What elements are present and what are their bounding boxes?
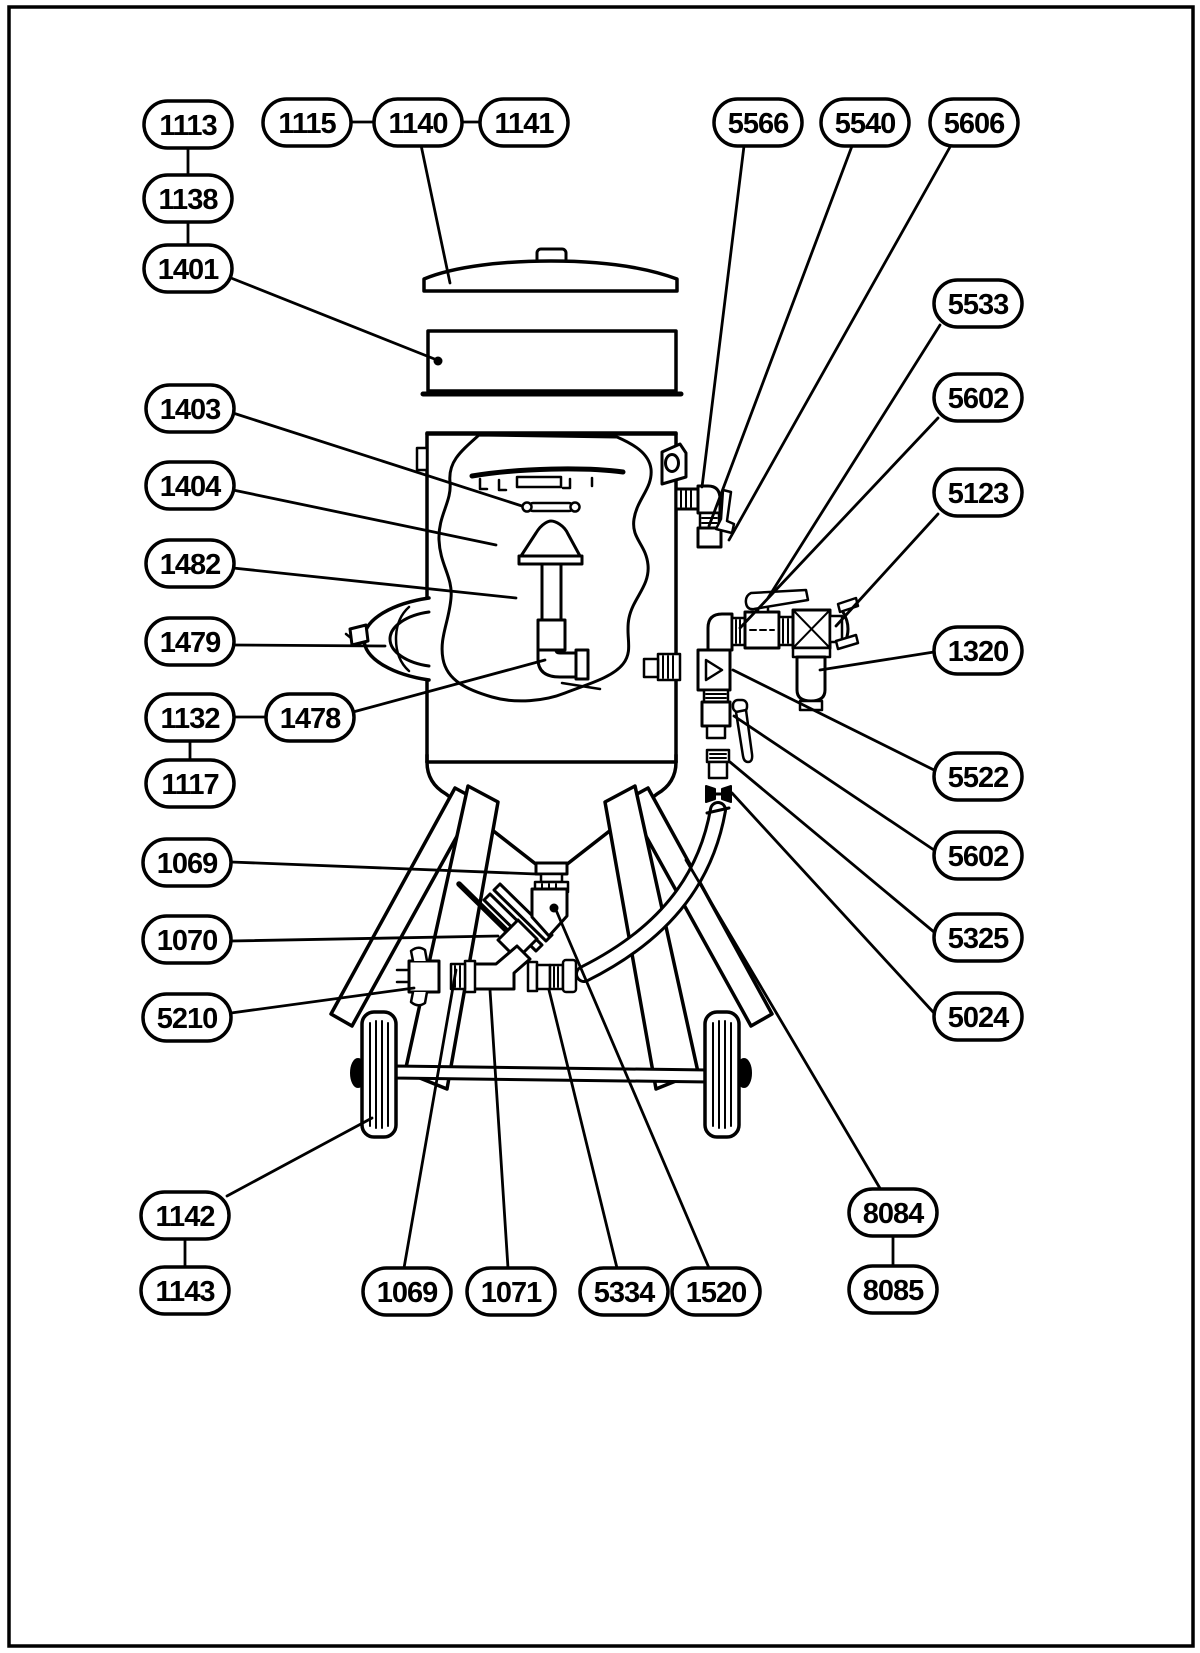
leader-5123	[836, 514, 938, 626]
callout-1069b	[363, 1268, 451, 1315]
callout-label: 5024	[947, 1002, 1009, 1034]
hose-nipple	[709, 762, 727, 778]
callout-5540	[821, 99, 909, 146]
callout-label: 1132	[160, 703, 220, 735]
retaining-pin	[523, 503, 580, 512]
callout-1071	[467, 1268, 555, 1315]
callout-label: 5533	[947, 289, 1009, 321]
leader-5533	[768, 325, 940, 598]
left-wheel	[351, 1012, 396, 1137]
callout-label: 8085	[862, 1275, 924, 1307]
filter-bowl	[797, 657, 825, 701]
callout-label: 1070	[156, 925, 218, 957]
callout-label: 1404	[159, 471, 221, 503]
callout-8085	[849, 1266, 937, 1313]
callout-label: 5210	[156, 1003, 218, 1035]
callout-1404	[146, 462, 234, 509]
callout-label: 5540	[834, 108, 896, 140]
callout-5210	[143, 994, 231, 1041]
callout-1069a	[143, 839, 231, 886]
leader-1401	[231, 278, 437, 360]
callout-1141	[480, 99, 568, 146]
callout-1320	[934, 627, 1022, 674]
callout-label: 1320	[947, 636, 1009, 668]
callout-label: 1142	[155, 1201, 215, 1233]
callout-label: 1141	[494, 108, 554, 140]
choke-valve	[702, 702, 730, 726]
leader-5540	[709, 146, 852, 526]
callout-5602a	[934, 374, 1022, 421]
right-wheel	[705, 1012, 751, 1137]
callout-label: 5325	[947, 923, 1009, 955]
callout-label: 5566	[727, 108, 789, 140]
callout-label: 1113	[159, 110, 217, 142]
callout-8084	[849, 1189, 937, 1236]
leader-1071	[490, 990, 508, 1268]
leader-5024	[732, 793, 934, 1013]
leader-5606	[729, 147, 950, 540]
callout-1403	[146, 385, 234, 432]
callout-1138	[144, 175, 232, 222]
callout-label: 1069	[376, 1277, 438, 1309]
callout-1113	[144, 101, 232, 148]
callout-5566	[714, 99, 802, 146]
ball-valve-lever	[746, 590, 808, 609]
callout-label: 5123	[947, 478, 1009, 510]
pipe-elbow	[538, 650, 578, 677]
callout-label: 5606	[943, 108, 1005, 140]
gasket-plate	[423, 331, 681, 394]
callout-1132	[146, 694, 234, 741]
callout-label: 1071	[480, 1277, 542, 1309]
callout-label: 1520	[685, 1277, 747, 1309]
leader-5522	[733, 670, 934, 770]
callout-label: 1479	[159, 627, 221, 659]
leader-5602a	[740, 418, 938, 628]
callout-label: 1140	[388, 108, 448, 140]
callout-5024	[934, 993, 1022, 1040]
callout-label: 1143	[155, 1276, 215, 1308]
hose-coupling-group	[528, 960, 576, 992]
callout-1478	[266, 694, 354, 741]
callout-label: 5334	[593, 1277, 655, 1309]
leader-5566	[702, 146, 744, 487]
callout-5123	[934, 469, 1022, 516]
leader-1140	[421, 145, 450, 283]
leader-5325	[730, 762, 934, 932]
callout-1479	[146, 618, 234, 665]
cone-coupling	[536, 863, 567, 874]
callout-label: 1117	[161, 769, 219, 801]
callout-5602b	[934, 832, 1022, 879]
top-elbow-assembly	[676, 486, 734, 547]
callout-1070	[143, 916, 231, 963]
callout-1401	[144, 245, 232, 292]
callout-5522	[934, 753, 1022, 800]
leader-1069a	[231, 862, 536, 874]
leader-1320	[820, 652, 934, 670]
callout-label: 1069	[156, 848, 218, 880]
callout-label: 1482	[159, 549, 221, 581]
leader-5210	[231, 988, 414, 1013]
leader-1401-dot	[434, 357, 443, 366]
handway-cover	[346, 598, 429, 680]
axle	[394, 1066, 709, 1082]
callout-1117	[146, 760, 234, 807]
callout-label: 5602	[947, 841, 1009, 873]
callout-label: 1478	[279, 703, 341, 735]
callout-1520	[672, 1268, 760, 1315]
leader-1520-dot	[550, 904, 559, 913]
lifting-bracket	[662, 444, 686, 484]
callout-label: 5602	[947, 383, 1009, 415]
callout-label: 1403	[159, 394, 221, 426]
callout-label: 1401	[157, 254, 219, 286]
callout-1115	[263, 99, 351, 146]
callout-label: 1138	[158, 184, 218, 216]
callout-5533	[934, 280, 1022, 327]
callout-1143	[141, 1267, 229, 1314]
callout-label: 1115	[278, 108, 336, 140]
callout-5325	[934, 914, 1022, 961]
callout-1140	[374, 99, 462, 146]
tank-lid	[424, 249, 677, 291]
leader-1142	[227, 1118, 372, 1196]
callout-label: 5522	[947, 762, 1009, 794]
callout-1482	[146, 540, 234, 587]
leader-1479	[233, 645, 385, 646]
callout-5606	[930, 99, 1018, 146]
callout-label: 8084	[862, 1198, 924, 1230]
handway-handle	[350, 625, 368, 645]
weld-tab	[417, 448, 427, 470]
callout-1142	[141, 1192, 229, 1239]
outlet-elbow	[474, 946, 530, 989]
choke-valve-stack	[702, 690, 752, 802]
callout-5334	[580, 1268, 668, 1315]
